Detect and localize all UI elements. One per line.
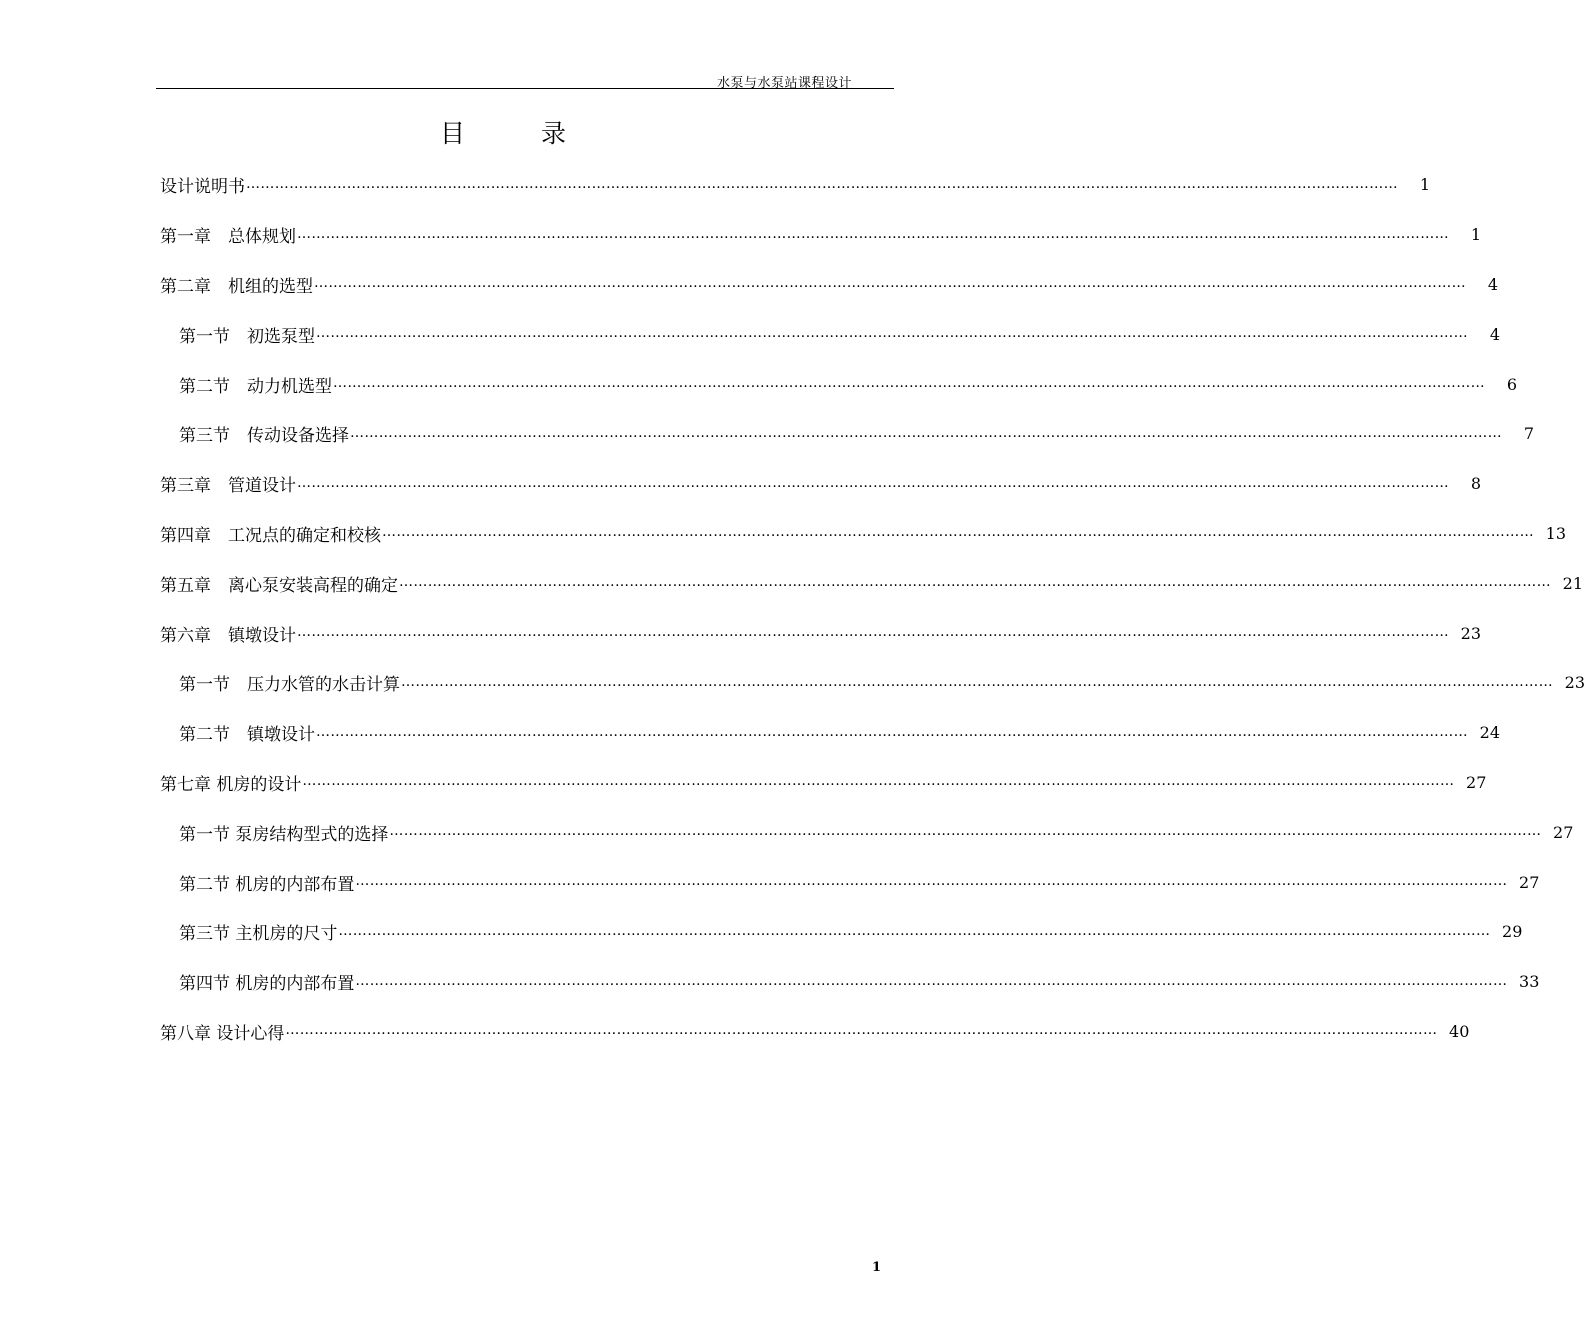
toc-dot-leader: ……………………………………………………………………………………………………………………………………………………………………………………………………………………	[399, 574, 1551, 591]
toc-entry-label: 第二节 动力机选型	[179, 376, 332, 397]
toc-entry-page: 21	[1562, 573, 1583, 593]
toc-entry-label: 第三节 传动设备选择	[179, 426, 349, 447]
toc-entry-page: 40	[1449, 1021, 1470, 1041]
toc-entry-page: 27	[1466, 772, 1487, 792]
toc-entry-page: 7	[1523, 424, 1534, 444]
toc-entry-page: 1	[1419, 175, 1430, 195]
toc-entry-label: 第三节 主机房的尺寸	[179, 924, 338, 945]
toc-entry-label: 第一节 泵房结构型式的选择	[179, 824, 389, 845]
table-of-contents	[160, 160, 1585, 1056]
toc-dot-leader: ……………………………………………………………………………………………………………………………………………………………………………………………………………………	[297, 624, 1449, 641]
toc-dot-leader: ……………………………………………………………………………………………………………………………………………………………………………………………………………………	[314, 275, 1466, 292]
toc-entry	[160, 807, 1574, 857]
toc-dot-leader: ……………………………………………………………………………………………………………………………………………………………………………………………………………………	[316, 325, 1468, 342]
toc-entry-label: 第四节 机房的内部布置	[179, 974, 355, 995]
toc-entry	[160, 957, 1540, 1007]
toc-entry-page: 23	[1564, 673, 1585, 693]
toc-entry	[160, 459, 1481, 509]
toc-entry-label: 第二节 机房的内部布置	[179, 874, 355, 895]
toc-entry	[160, 309, 1500, 359]
toc-dot-leader: ……………………………………………………………………………………………………………………………………………………………………………………………………………………	[401, 673, 1553, 690]
toc-dot-leader: ……………………………………………………………………………………………………………………………………………………………………………………………………………………	[285, 1022, 1438, 1039]
toc-entry	[160, 160, 1430, 210]
toc-entry-page: 33	[1519, 972, 1540, 992]
toc-entry	[160, 359, 1517, 409]
toc-dot-leader: ……………………………………………………………………………………………………………………………………………………………………………………………………………………	[389, 823, 1542, 840]
toc-entry	[160, 558, 1583, 608]
toc-entry	[160, 509, 1566, 559]
toc-entry-page: 27	[1553, 822, 1574, 842]
toc-entry-page: 24	[1479, 723, 1500, 743]
toc-entry-label: 第七章 机房的设计	[160, 774, 302, 795]
toc-entry-page: 29	[1502, 922, 1523, 942]
toc-entry	[160, 260, 1498, 310]
toc-dot-leader: ……………………………………………………………………………………………………………………………………………………………………………………………………………………	[246, 175, 1398, 192]
toc-entry-page: 6	[1506, 374, 1517, 394]
toc-entry-label: 第一节 初选泵型	[179, 326, 315, 347]
toc-entry	[160, 608, 1481, 658]
toc-entry-label: 第二节 镇墩设计	[179, 725, 315, 746]
toc-entry	[160, 409, 1534, 459]
toc-dot-leader: ……………………………………………………………………………………………………………………………………………………………………………………………………………………	[297, 225, 1449, 242]
toc-dot-leader: ……………………………………………………………………………………………………………………………………………………………………………………………………………………	[382, 524, 1534, 541]
running-header: 水泵与水泵站课程设计	[716, 76, 852, 91]
toc-entry-label: 第六章 镇墩设计	[160, 625, 296, 646]
toc-dot-leader: ……………………………………………………………………………………………………………………………………………………………………………………………………………………	[333, 375, 1485, 392]
toc-dot-leader: ……………………………………………………………………………………………………………………………………………………………………………………………………………………	[338, 922, 1491, 939]
toc-entry-page: 4	[1487, 274, 1498, 294]
toc-entry-page: 1	[1470, 225, 1481, 245]
toc-entry	[160, 708, 1500, 758]
toc-entry-page: 23	[1460, 623, 1481, 643]
toc-entry-label: 设计说明书	[160, 177, 245, 198]
toc-entry-page: 13	[1545, 523, 1566, 543]
toc-entry-label: 第二章 机组的选型	[160, 276, 313, 297]
toc-entry-page: 27	[1519, 872, 1540, 892]
toc-dot-leader: ……………………………………………………………………………………………………………………………………………………………………………………………………………………	[297, 474, 1449, 491]
toc-entry-label: 第八章 设计心得	[160, 1023, 285, 1044]
toc-entry-label: 第一章 总体规划	[160, 227, 296, 248]
toc-entry	[160, 210, 1481, 260]
page-number: 1	[871, 1260, 881, 1275]
toc-entry	[160, 758, 1487, 808]
toc-title: 目 录	[440, 119, 600, 148]
toc-entry	[160, 857, 1540, 907]
toc-entry-page: 8	[1470, 474, 1481, 494]
toc-entry	[160, 907, 1523, 957]
toc-entry-label: 第五章 离心泵安装高程的确定	[160, 575, 398, 596]
toc-dot-leader: ……………………………………………………………………………………………………………………………………………………………………………………………………………………	[302, 773, 1455, 790]
toc-entry-page: 4	[1489, 324, 1500, 344]
toc-dot-leader: ……………………………………………………………………………………………………………………………………………………………………………………………………………………	[355, 972, 1508, 989]
header-rule	[156, 88, 894, 89]
toc-entry	[160, 658, 1585, 708]
toc-entry-label: 第一节 压力水管的水击计算	[179, 675, 400, 696]
toc-entry	[160, 1007, 1470, 1057]
toc-dot-leader: ……………………………………………………………………………………………………………………………………………………………………………………………………………………	[316, 723, 1468, 740]
toc-dot-leader: ……………………………………………………………………………………………………………………………………………………………………………………………………………………	[350, 424, 1502, 441]
toc-entry-label: 第四章 工况点的确定和校核	[160, 525, 381, 546]
toc-dot-leader: ……………………………………………………………………………………………………………………………………………………………………………………………………………………	[355, 873, 1508, 890]
toc-entry-label: 第三章 管道设计	[160, 476, 296, 497]
